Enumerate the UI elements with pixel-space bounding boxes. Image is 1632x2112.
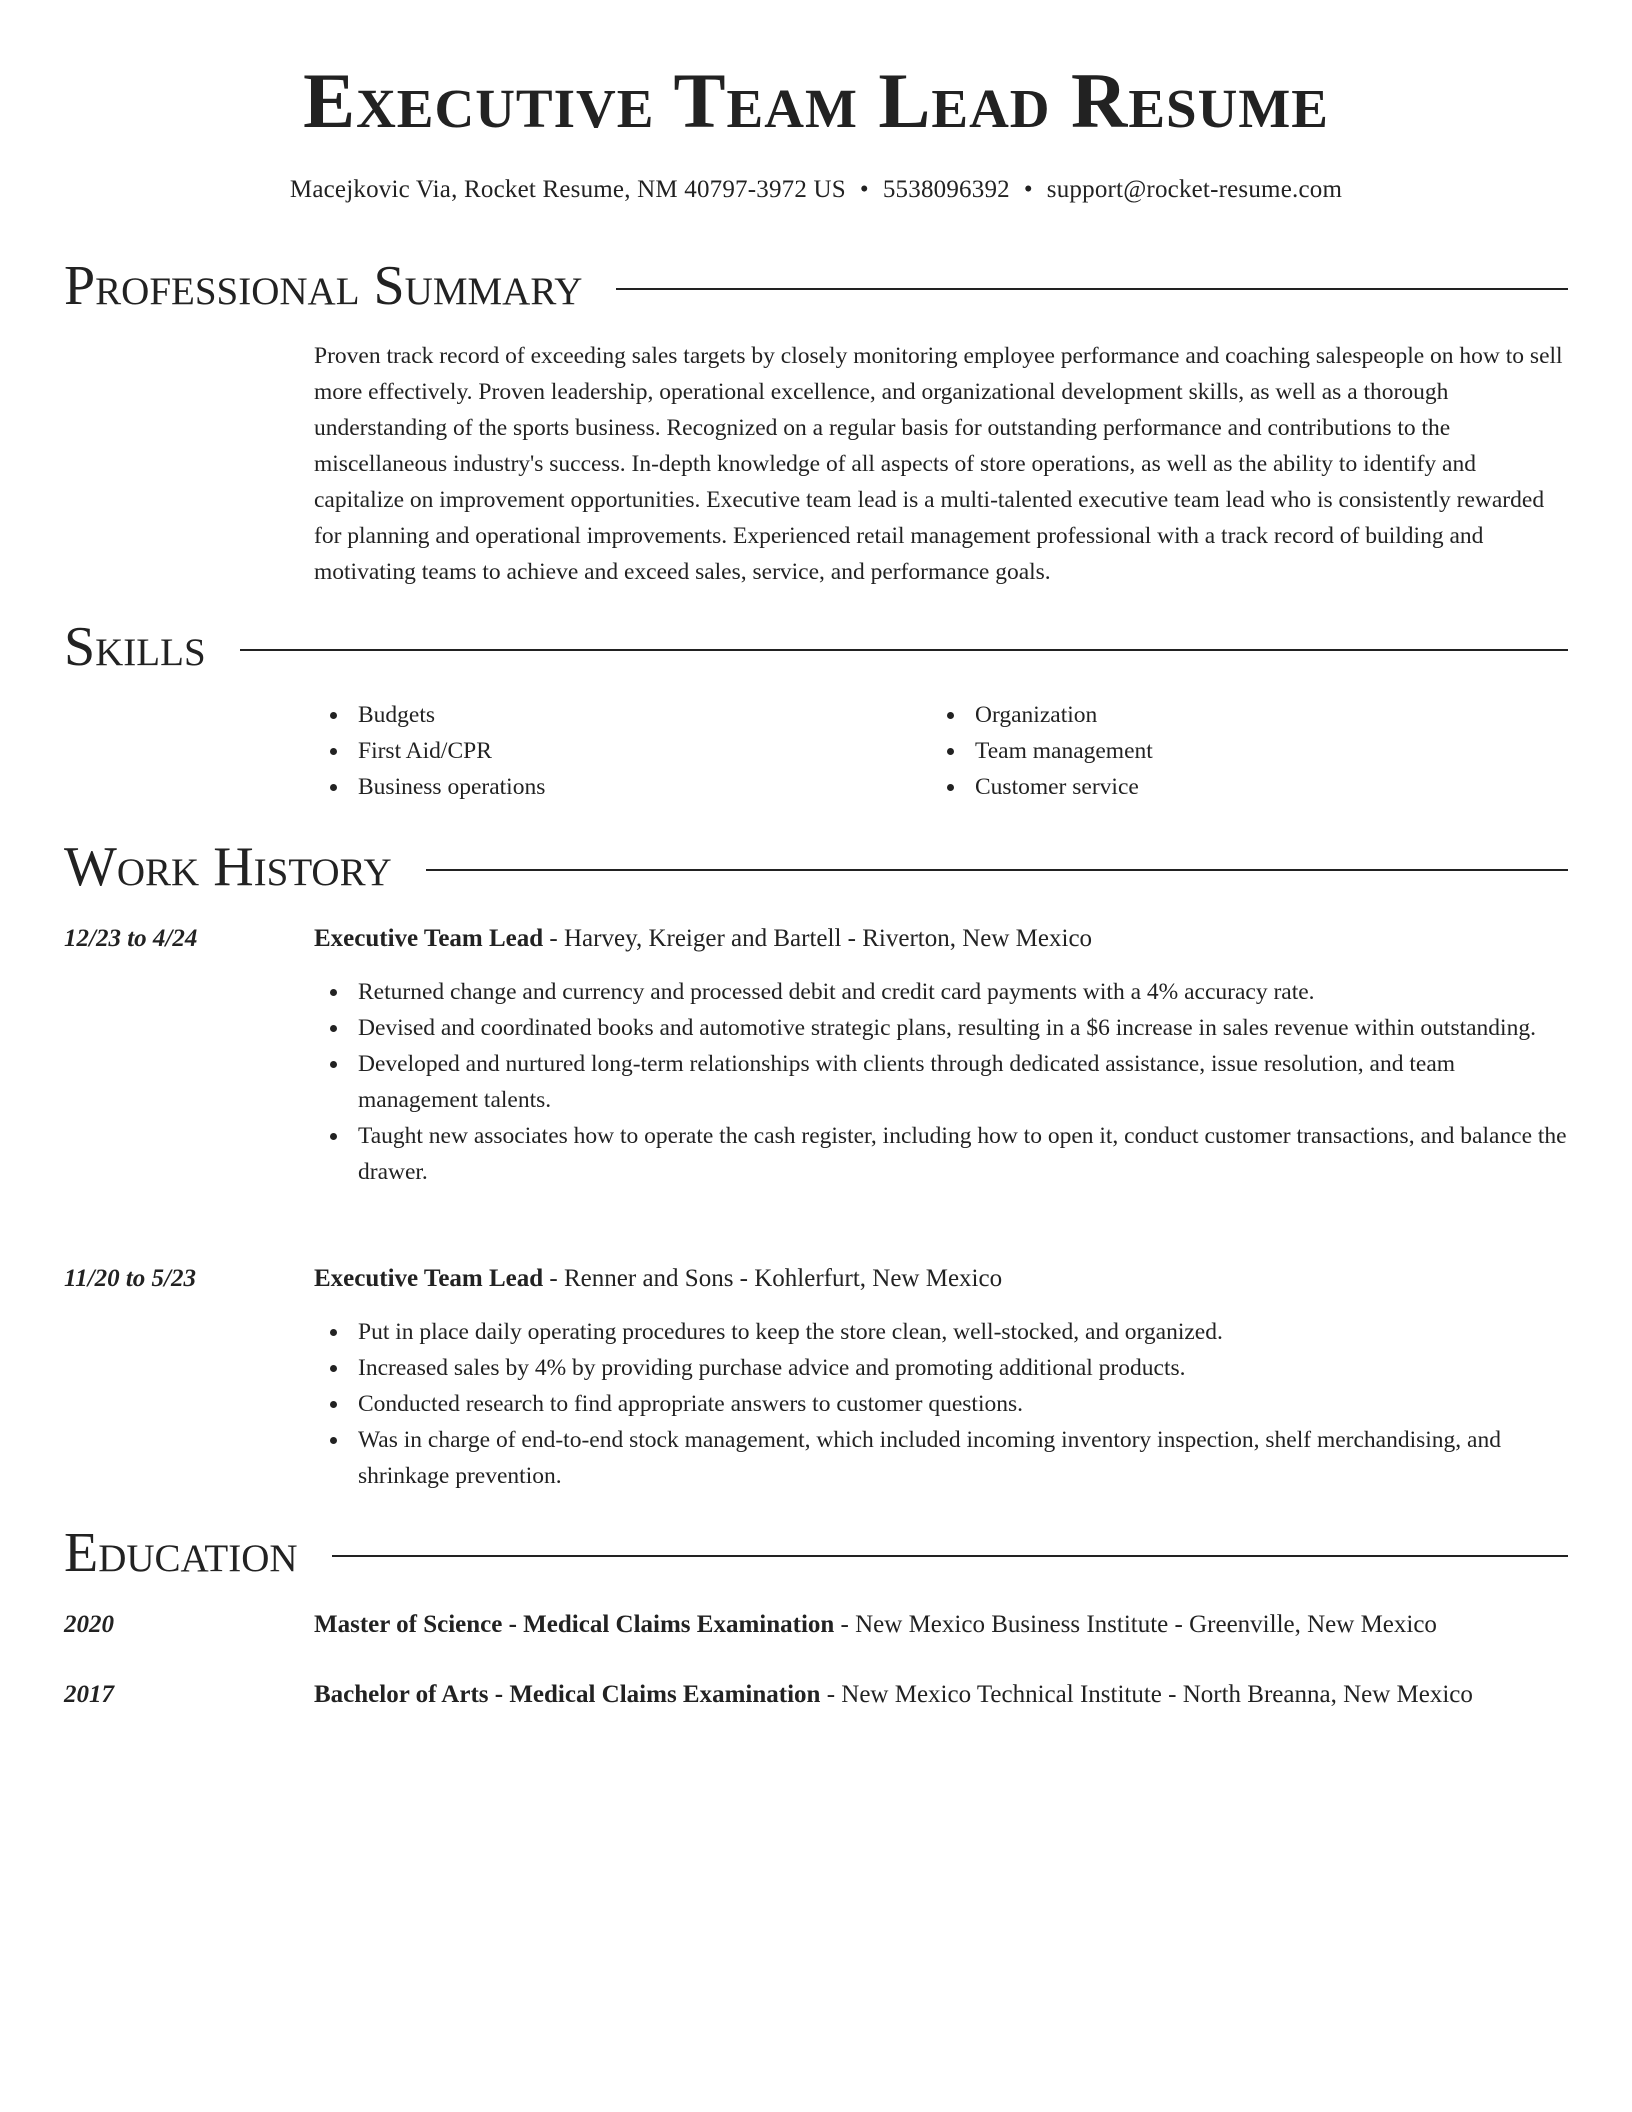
- resume-title: Executive Team Lead Resume: [303, 57, 1329, 144]
- work-section-header: [64, 836, 1568, 898]
- contact-line: [0, 176, 1632, 204]
- job-employer: - Harvey, Kreiger and Bartell - Riverton, New Mexico: [543, 925, 1093, 952]
- summary-section-header: [64, 255, 1568, 317]
- section-divider: [332, 1555, 1568, 1557]
- skill-item: Budgets: [314, 697, 931, 733]
- section-divider: [616, 288, 1568, 290]
- separator-dot: •: [1023, 176, 1033, 203]
- summary-text: Proven track record of exceeding sales targets by closely monitoring employee performance and coaching salespeople on how to sell more effectively. Proven leadership, operational excellence, and organizational development skills, as well as a thorough understanding of the sports business. Recognized on a regular basis for outstanding performance and contributions to the miscellaneous industry's success. In-depth knowledge of all aspects of store operations, as well as the ability to identify and capitalize on improvement opportunities. Executive team lead is a multi-talented executive team lead who is consistently rewarded for planning and operational improvements. Experienced retail management professional with a track record of building and motivating teams to achieve and exceed sales, service, and performance goals.: [314, 343, 1563, 585]
- skill-item: Customer service: [931, 769, 1548, 805]
- education-year: 2020: [64, 1611, 114, 1638]
- job-title-line: [314, 921, 1568, 957]
- separator-dot: •: [859, 176, 869, 203]
- job-bullet: Taught new associates how to operate the cash register, including how to open it, conduct customer transactions, and balance the drawer.: [314, 1118, 1568, 1190]
- education-heading: Education: [64, 1522, 298, 1584]
- skills-list: [314, 697, 1568, 805]
- education-institution: - New Mexico Business Institute - Greenville, New Mexico: [834, 1611, 1437, 1638]
- education-degree: Bachelor of Arts - Medical Claims Examination: [314, 1681, 821, 1708]
- education-section-header: [64, 1522, 1568, 1584]
- skills-column-left: [314, 697, 931, 805]
- skills-column-right: [931, 697, 1548, 805]
- education-line: [314, 1677, 1568, 1713]
- job-bullets: [314, 1314, 1568, 1494]
- job-role: Executive Team Lead: [314, 1265, 544, 1292]
- job-bullet: Returned change and currency and processed debit and credit card payments with a 4% accuracy rate.: [314, 974, 1568, 1010]
- contact-email: support@rocket-resume.com: [1046, 176, 1343, 203]
- skills-heading: Skills: [64, 616, 206, 678]
- education-line: [314, 1607, 1568, 1643]
- job-bullet: Put in place daily operating procedures to keep the store clean, well-stocked, and organized.: [314, 1314, 1568, 1350]
- job-date: 12/23 to 4/24: [64, 925, 198, 952]
- job-bullet: Was in charge of end-to-end stock management, which included incoming inventory inspection, shelf merchandising, and shrinkage prevention.: [314, 1422, 1568, 1494]
- contact-address: Macejkovic Via, Rocket Resume, NM 40797-3972 US: [289, 176, 846, 203]
- section-divider: [240, 649, 1568, 651]
- skill-item: First Aid/CPR: [314, 733, 931, 769]
- skill-item: Team management: [931, 733, 1548, 769]
- education-degree: Master of Science - Medical Claims Examination: [314, 1611, 835, 1638]
- job-role: Executive Team Lead: [314, 925, 544, 952]
- job-bullet: Developed and nurtured long-term relationships with clients through dedicated assistance, issue resolution, and team management talents.: [314, 1046, 1568, 1118]
- skill-item: Organization: [931, 697, 1548, 733]
- education-institution: - New Mexico Technical Institute - North Breanna, New Mexico: [820, 1681, 1473, 1708]
- job-bullet: Devised and coordinated books and automotive strategic plans, resulting in a $6 increase in sales revenue within outstanding.: [314, 1010, 1568, 1046]
- job-bullets: [314, 974, 1568, 1190]
- section-divider: [426, 869, 1568, 871]
- contact-phone: 5538096392: [882, 176, 1010, 203]
- job-date: 11/20 to 5/23: [64, 1265, 196, 1292]
- skill-item: Business operations: [314, 769, 931, 805]
- summary-heading: Professional Summary: [64, 255, 583, 317]
- work-heading: Work History: [64, 836, 392, 898]
- job-bullet: Conducted research to find appropriate answers to customer questions.: [314, 1386, 1568, 1422]
- job-bullet: Increased sales by 4% by providing purchase advice and promoting additional products.: [314, 1350, 1568, 1386]
- education-year: 2017: [64, 1681, 114, 1708]
- job-employer: - Renner and Sons - Kohlerfurt, New Mexico: [543, 1265, 1003, 1292]
- job-title-line: [314, 1261, 1568, 1297]
- skills-section-header: [64, 616, 1568, 678]
